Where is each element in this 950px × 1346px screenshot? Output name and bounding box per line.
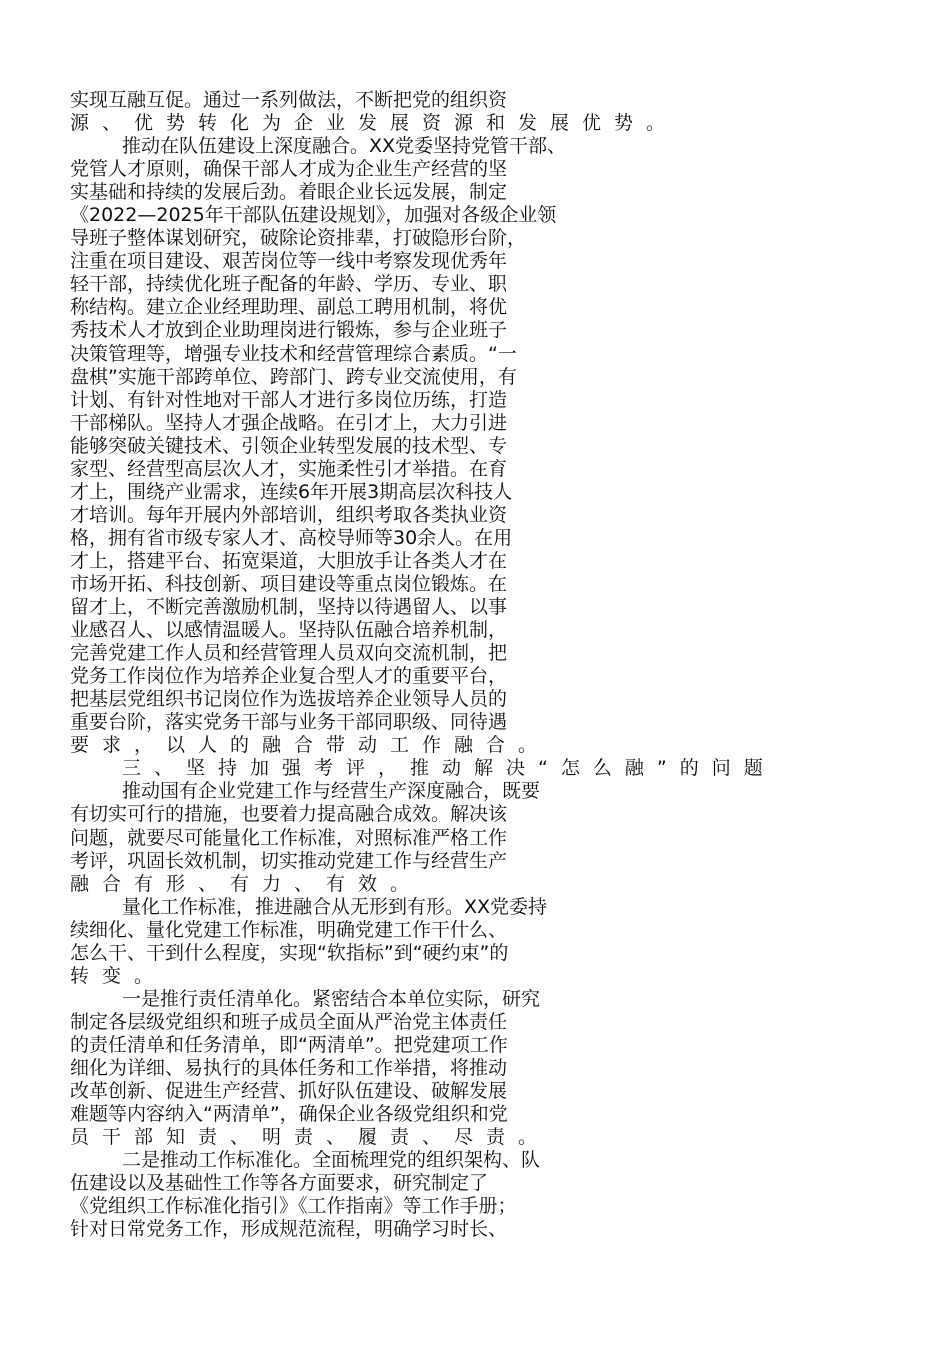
text-line: 才培训。每年开展内外部培训，组织考取各类执业资: [70, 503, 508, 526]
text-line: 重要台阶，落实党务干部与业务干部同职级、同待遇: [70, 711, 508, 734]
text-line: 推动在队伍建设上深度融合。XX党委坚持党管干部、: [122, 135, 567, 158]
text-line: 实现互融互促。通过一系列做法，不断把党的组织资: [70, 89, 508, 111]
text-line: 员干部知责、明责、履责、尽责。: [70, 1126, 551, 1149]
text-line: 导班子整体谋划研究，破除论资排辈，打破隐形台阶，: [70, 227, 527, 250]
text-line: 伍建设以及基础性工作等各方面要求，研究制定了: [70, 1172, 489, 1195]
text-line: 注重在项目建设、艰苦岗位等一线中考察发现优秀年: [70, 250, 508, 273]
text-line: 《2022—2025年干部队伍建设规划》，加强对各级企业领: [70, 204, 557, 227]
text-line: 留才上，不断完善激励机制，坚持以待遇留人、以事: [70, 596, 508, 619]
text-line: 干部梯队。坚持人才强企战略。在引才上，大力引进: [70, 411, 508, 434]
text-line: 计划、有针对性地对干部人才进行多岗位历练，打造: [70, 388, 508, 411]
text-line: 才上，搭建平台、拓宽渠道，大胆放手让各类人才在: [70, 549, 508, 572]
text-line: 市场开拓、科技创新、项目建设等重点岗位锻炼。在: [70, 572, 508, 595]
text-line: 难题等内容纳入“两清单”，确保企业各级党组织和党: [70, 1103, 508, 1126]
document-page: [70, 89, 890, 1241]
text-line: 能够突破关键技术、引领企业转型发展的技术型、专: [70, 434, 508, 457]
text-line: 称结构。建立企业经理助理、副总工聘用机制，将优: [70, 296, 508, 319]
text-line: 一是推行责任清单化。紧密结合本单位实际，研究: [122, 987, 541, 1010]
text-line: 续细化、量化党建工作标准，明确党建工作干什么、: [70, 918, 508, 941]
text-line: 秀技术人才放到企业助理岗进行锻炼，参与企业班子: [70, 319, 508, 342]
text-line: 党管人才原则，确保干部人才成为企业生产经营的坚: [70, 158, 508, 181]
text-line: 量化工作标准，推进融合从无形到有形。XX党委持: [122, 895, 548, 918]
text-line: 融合有形、有力、有效。: [70, 872, 423, 895]
text-line: 改革创新、促进生产经营、抓好队伍建设、破解发展: [70, 1080, 508, 1103]
text-line: 决策管理等，增强专业技术和经营管理综合素质。“一: [70, 342, 517, 365]
text-line: 考评，巩固长效机制，切实推动党建工作与经营生产: [70, 849, 508, 872]
text-line: 完善党建工作人员和经营管理人员双向交流机制，把: [70, 642, 508, 665]
text-line: 格，拥有省市级专家人才、高校导师等30余人。在用: [70, 526, 513, 549]
text-line: 业感召人、以感情温暖人。坚持队伍融合培养机制，: [70, 619, 508, 642]
text-line: 实基础和持续的发展后劲。着眼企业长远发展，制定: [70, 181, 508, 204]
text-line: 轻干部，持续优化班子配备的年龄、学历、专业、职: [70, 273, 508, 296]
text-line: 制定各层级党组织和班子成员全面从严治党主体责任: [70, 1010, 508, 1033]
text-line: 针对日常党务工作，形成规范流程，明确学习时长、: [70, 1218, 508, 1241]
text-line: 转变。: [70, 964, 167, 987]
text-line: 《党组织工作标准化指引》《工作指南》等工作手册；: [70, 1195, 517, 1218]
text-line: 盘棋”实施干部跨单位、跨部门、跨专业交流使用，有: [70, 365, 517, 388]
text-line: 推动国有企业党建工作与经营生产深度融合，既要: [122, 780, 541, 803]
text-line: 三、坚持加强考评，推动解决“怎么融”的问题: [122, 757, 776, 780]
text-line: 二是推动工作标准化。全面梳理党的组织架构、队: [122, 1149, 541, 1172]
text-line: 源、优势转化为企业发展资源和发展优势。: [70, 112, 679, 135]
text-line: 怎么干、干到什么程度，实现“软指标”到“硬约束”的: [70, 941, 509, 964]
text-line: 有切实可行的措施，也要着力提高融合成效。解决该: [70, 803, 508, 826]
text-line: 问题，就要尽可能量化工作标准，对照标准严格工作: [70, 826, 508, 849]
text-line: 的责任清单和任务清单，即“两清单”。把党建项工作: [70, 1033, 508, 1056]
text-line: 细化为详细、易执行的具体任务和工作举措，将推动: [70, 1056, 508, 1079]
text-line: 家型、经营型高层次人才，实施柔性引才举措。在育: [70, 457, 508, 480]
text-line: 把基层党组织书记岗位作为选拔培养企业领导人员的: [70, 688, 508, 711]
text-line: 党务工作岗位作为培养企业复合型人才的重要平台，: [70, 665, 508, 688]
text-line: 要求，以人的融合带动工作融合。: [70, 734, 551, 757]
text-line: 才上，围绕产业需求，连续6年开展3期高层次科技人: [70, 480, 513, 503]
